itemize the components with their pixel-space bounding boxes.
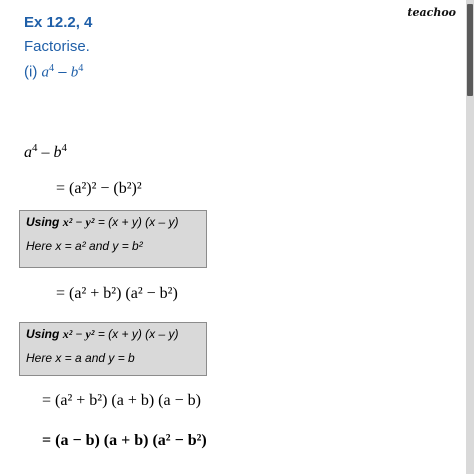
start-b: b bbox=[53, 143, 62, 161]
hint-2-lhs: x² − y² bbox=[62, 327, 95, 341]
hint-1-substitution: Here x = a² and y = b² bbox=[26, 239, 143, 253]
exercise-title: Ex 12.2, 4 bbox=[24, 14, 93, 31]
scrollbar[interactable] bbox=[466, 0, 474, 474]
instruction: Factorise. bbox=[24, 38, 90, 55]
hint-1-rhs: = (x + y) (x – y) bbox=[97, 215, 179, 229]
step-2: = (a² + b²) (a² − b²) bbox=[56, 285, 178, 302]
step-3: = (a² + b²) (a + b) (a − b) bbox=[42, 392, 201, 409]
part-label: (i) bbox=[24, 63, 38, 81]
start-expression bbox=[24, 142, 67, 162]
hint-box-1 bbox=[19, 210, 207, 268]
start-minus: – bbox=[41, 143, 50, 161]
hint-2-rhs: = (x + y) (x – y) bbox=[97, 327, 179, 341]
hint-2-identity bbox=[26, 327, 179, 342]
hint-2-using: Using bbox=[26, 327, 60, 341]
start-exp-a: 4 bbox=[32, 142, 38, 154]
step-1: = (a²)² − (b²)² bbox=[56, 180, 142, 197]
start-a: a bbox=[24, 143, 32, 161]
start-exp-b: 4 bbox=[61, 142, 67, 154]
final-answer: = (a − b) (a + b) (a² − b²) bbox=[42, 432, 207, 449]
hint-1-identity bbox=[26, 215, 179, 230]
hint-box-2 bbox=[19, 322, 207, 376]
exponent-a: 4 bbox=[49, 63, 55, 74]
hint-1-using: Using bbox=[26, 215, 60, 229]
hint-1-lhs: x² − y² bbox=[62, 215, 95, 229]
term-a: a bbox=[41, 64, 49, 81]
problem-statement bbox=[24, 63, 83, 82]
brand-logo: teachoo bbox=[407, 6, 456, 19]
minus-sign: – bbox=[58, 63, 67, 81]
hint-2-substitution: Here x = a and y = b bbox=[26, 351, 135, 365]
term-b: b bbox=[70, 64, 79, 81]
exponent-b: 4 bbox=[78, 63, 84, 74]
scrollbar-thumb[interactable] bbox=[467, 4, 473, 96]
